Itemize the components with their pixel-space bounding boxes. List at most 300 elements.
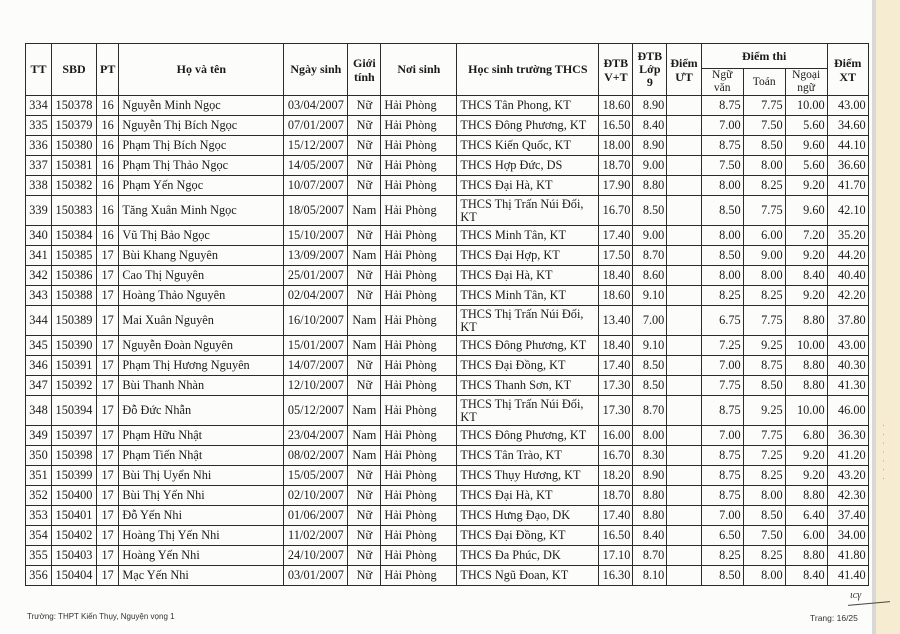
row-school: THCS Hợp Đức, DS — [457, 156, 599, 176]
row-name: Bùi Thị Yến Nhi — [119, 486, 284, 506]
row-diem-ut — [667, 156, 701, 176]
row-diem-xt: 41.20 — [827, 446, 868, 466]
header-diem-xt-line2: XT — [839, 69, 856, 84]
table-row — [26, 426, 869, 446]
row-name: Phạm Thị Bích Ngọc — [119, 136, 284, 156]
table-row — [26, 376, 869, 396]
row-tt: 336 — [26, 136, 52, 156]
row-toan: 8.00 — [743, 156, 785, 176]
row-diem-ut — [667, 176, 701, 196]
row-dob: 15/01/2007 — [284, 336, 348, 356]
row-birthplace: Hải Phòng — [381, 446, 457, 466]
row-birthplace: Hải Phòng — [381, 396, 457, 426]
row-diem-xt: 44.20 — [827, 246, 868, 266]
row-diem-xt: 34.60 — [827, 116, 868, 136]
row-dtb-lop9: 8.80 — [633, 176, 667, 196]
row-birthplace: Hải Phòng — [381, 426, 457, 446]
row-diem-ut — [667, 286, 701, 306]
table-row — [26, 96, 869, 116]
header-ngoai-ngu — [785, 69, 827, 96]
header-ngu-van — [701, 69, 743, 96]
row-gender: Nữ — [348, 176, 381, 196]
row-sbd: 150388 — [52, 286, 97, 306]
row-dtb-vt: 18.00 — [599, 136, 633, 156]
row-pt: 16 — [97, 156, 119, 176]
row-tt: 353 — [26, 506, 52, 526]
row-gender: Nam — [348, 246, 381, 266]
row-diem-xt: 37.40 — [827, 506, 868, 526]
row-school: THCS Đại Đồng, KT — [457, 356, 599, 376]
row-pt: 17 — [97, 376, 119, 396]
row-dtb-lop9: 9.10 — [633, 336, 667, 356]
header-gender-line2: tính — [354, 69, 375, 84]
row-dtb-vt: 17.40 — [599, 226, 633, 246]
row-dtb-vt: 17.90 — [599, 176, 633, 196]
row-toan: 9.00 — [743, 246, 785, 266]
row-dob: 23/04/2007 — [284, 426, 348, 446]
header-dtb-lop9-line1: ĐTB — [637, 49, 663, 63]
table-row — [26, 266, 869, 286]
row-sbd: 150381 — [52, 156, 97, 176]
row-dtb-lop9: 8.50 — [633, 376, 667, 396]
table-row — [26, 336, 869, 356]
row-pt: 17 — [97, 486, 119, 506]
header-diem-ut-line1: Điểm — [670, 55, 698, 70]
row-diem-xt: 36.30 — [827, 426, 868, 446]
row-tt: 356 — [26, 566, 52, 586]
table-row — [26, 566, 869, 586]
row-tt: 343 — [26, 286, 52, 306]
row-pt: 17 — [97, 446, 119, 466]
row-ngu-van: 8.25 — [701, 286, 743, 306]
row-tt: 342 — [26, 266, 52, 286]
row-name: Tăng Xuân Minh Ngọc — [119, 196, 284, 226]
row-ngu-van: 8.25 — [701, 546, 743, 566]
row-ngoai-ngu: 7.20 — [785, 226, 827, 246]
row-ngoai-ngu: 10.00 — [785, 336, 827, 356]
row-tt: 334 — [26, 96, 52, 116]
header-diem-xt — [827, 44, 868, 96]
row-sbd: 150391 — [52, 356, 97, 376]
row-diem-xt: 42.20 — [827, 286, 868, 306]
row-ngoai-ngu: 9.20 — [785, 176, 827, 196]
row-dtb-vt: 17.30 — [599, 376, 633, 396]
row-sbd: 150378 — [52, 96, 97, 116]
row-school: THCS Đông Phương, KT — [457, 426, 599, 446]
header-dtb-lop9-line3: 9 — [646, 75, 653, 89]
row-ngu-van: 8.00 — [701, 176, 743, 196]
row-dob: 15/05/2007 — [284, 466, 348, 486]
row-dob: 07/01/2007 — [284, 116, 348, 136]
table-row — [26, 446, 869, 466]
table-body — [26, 96, 869, 586]
footer-page-number: Trang: 16/25 — [810, 613, 858, 623]
row-dtb-vt: 13.40 — [599, 306, 633, 336]
row-gender: Nam — [348, 196, 381, 226]
row-tt: 346 — [26, 356, 52, 376]
row-birthplace: Hải Phòng — [381, 246, 457, 266]
row-diem-ut — [667, 96, 701, 116]
table-row — [26, 116, 869, 136]
row-birthplace: Hải Phòng — [381, 356, 457, 376]
row-diem-xt: 35.20 — [827, 226, 868, 246]
row-toan: 7.25 — [743, 446, 785, 466]
row-diem-ut — [667, 526, 701, 546]
row-birthplace: Hải Phòng — [381, 136, 457, 156]
row-school: THCS Đại Đồng, KT — [457, 526, 599, 546]
row-ngoai-ngu: 8.80 — [785, 376, 827, 396]
row-name: Nguyễn Đoàn Nguyên — [119, 336, 284, 356]
row-dtb-vt: 16.00 — [599, 426, 633, 446]
row-gender: Nữ — [348, 116, 381, 136]
row-sbd: 150379 — [52, 116, 97, 136]
row-name: Nguyễn Thị Bích Ngọc — [119, 116, 284, 136]
table-row — [26, 306, 869, 336]
row-name: Bùi Thị Uyển Nhi — [119, 466, 284, 486]
row-gender: Nữ — [348, 486, 381, 506]
row-sbd: 150400 — [52, 486, 97, 506]
row-name: Mai Xuân Nguyên — [119, 306, 284, 336]
row-name: Vũ Thị Bảo Ngọc — [119, 226, 284, 246]
row-dob: 14/05/2007 — [284, 156, 348, 176]
row-school: THCS Đại Hà, KT — [457, 176, 599, 196]
row-dtb-lop9: 8.70 — [633, 246, 667, 266]
row-name: Đỗ Yến Nhi — [119, 506, 284, 526]
row-ngu-van: 7.00 — [701, 116, 743, 136]
row-diem-xt: 40.30 — [827, 356, 868, 376]
row-sbd: 150389 — [52, 306, 97, 336]
row-diem-xt: 43.20 — [827, 466, 868, 486]
row-dob: 15/12/2007 — [284, 136, 348, 156]
row-ngu-van: 8.75 — [701, 136, 743, 156]
row-gender: Nữ — [348, 226, 381, 246]
table-row — [26, 136, 869, 156]
row-dtb-vt: 18.70 — [599, 156, 633, 176]
row-dob: 01/06/2007 — [284, 506, 348, 526]
row-diem-ut — [667, 486, 701, 506]
row-tt: 352 — [26, 486, 52, 506]
header-ngoai-ngu-line2: ngữ — [797, 82, 816, 94]
row-birthplace: Hải Phòng — [381, 546, 457, 566]
header-pt: PT — [97, 44, 119, 96]
row-school: THCS Đông Phương, KT — [457, 116, 599, 136]
header-dob: Ngày sinh — [284, 44, 348, 96]
row-diem-xt: 37.80 — [827, 306, 868, 336]
header-ngoai-ngu-line1: Ngoại — [792, 69, 821, 81]
row-pt: 17 — [97, 266, 119, 286]
row-birthplace: Hải Phòng — [381, 116, 457, 136]
row-ngoai-ngu: 8.40 — [785, 566, 827, 586]
row-sbd: 150394 — [52, 396, 97, 426]
row-diem-xt: 42.10 — [827, 196, 868, 226]
row-dtb-vt: 18.20 — [599, 466, 633, 486]
row-dtb-vt: 17.50 — [599, 246, 633, 266]
row-birthplace: Hải Phòng — [381, 566, 457, 586]
row-sbd: 150399 — [52, 466, 97, 486]
header-dtb-vt-line1: ĐTB — [603, 55, 629, 70]
row-school: THCS Kiến Quốc, KT — [457, 136, 599, 156]
row-gender: Nữ — [348, 466, 381, 486]
row-dtb-lop9: 8.60 — [633, 266, 667, 286]
row-toan: 8.25 — [743, 466, 785, 486]
row-name: Phạm Hữu Nhật — [119, 426, 284, 446]
row-school: THCS Thụy Hương, KT — [457, 466, 599, 486]
row-dob: 11/02/2007 — [284, 526, 348, 546]
row-dob: 08/02/2007 — [284, 446, 348, 466]
row-diem-xt: 42.30 — [827, 486, 868, 506]
row-gender: Nữ — [348, 376, 381, 396]
row-dtb-lop9: 8.40 — [633, 526, 667, 546]
row-dtb-lop9: 8.70 — [633, 546, 667, 566]
row-ngoai-ngu: 8.80 — [785, 356, 827, 376]
row-diem-xt: 43.00 — [827, 96, 868, 116]
row-name: Bùi Thanh Nhàn — [119, 376, 284, 396]
row-sbd: 150401 — [52, 506, 97, 526]
row-diem-xt: 40.40 — [827, 266, 868, 286]
row-toan: 7.50 — [743, 116, 785, 136]
header-ngu-van-line2: văn — [713, 82, 731, 94]
row-school: THCS Hưng Đạo, DK — [457, 506, 599, 526]
row-dtb-lop9: 9.10 — [633, 286, 667, 306]
row-ngoai-ngu: 9.20 — [785, 286, 827, 306]
row-toan: 8.50 — [743, 506, 785, 526]
row-dob: 14/07/2007 — [284, 356, 348, 376]
results-table — [25, 43, 869, 586]
row-sbd: 150398 — [52, 446, 97, 466]
row-ngu-van: 8.50 — [701, 246, 743, 266]
row-toan: 8.00 — [743, 266, 785, 286]
row-name: Bùi Khang Nguyên — [119, 246, 284, 266]
handwritten-initials: ɩᴄγ — [850, 590, 862, 601]
row-diem-xt: 36.60 — [827, 156, 868, 176]
header-sbd: SBD — [52, 44, 97, 96]
row-diem-ut — [667, 396, 701, 426]
row-ngoai-ngu: 8.80 — [785, 486, 827, 506]
row-dtb-lop9: 8.40 — [633, 116, 667, 136]
row-pt: 17 — [97, 356, 119, 376]
row-dob: 03/04/2007 — [284, 96, 348, 116]
row-pt: 17 — [97, 466, 119, 486]
margin-stamp-mark: · · · · · · · — [879, 422, 888, 480]
header-dtb-lop9-line2: Lớp — [639, 62, 661, 76]
row-name: Cao Thị Nguyên — [119, 266, 284, 286]
row-ngoai-ngu: 8.80 — [785, 546, 827, 566]
header-school: Học sinh trường THCS — [457, 44, 599, 96]
table-row — [26, 286, 869, 306]
row-gender: Nữ — [348, 506, 381, 526]
table-row — [26, 466, 869, 486]
row-sbd: 150397 — [52, 426, 97, 446]
row-dob: 03/01/2007 — [284, 566, 348, 586]
row-toan: 8.75 — [743, 356, 785, 376]
row-toan: 9.25 — [743, 336, 785, 356]
row-dob: 16/10/2007 — [284, 306, 348, 336]
row-gender: Nam — [348, 306, 381, 336]
row-dtb-vt: 17.40 — [599, 356, 633, 376]
row-school: THCS Thị Trấn Núi Đối, KT — [457, 196, 599, 226]
row-birthplace: Hải Phòng — [381, 376, 457, 396]
row-school: THCS Đại Hợp, KT — [457, 246, 599, 266]
row-name: Hoàng Thảo Nguyên — [119, 286, 284, 306]
row-tt: 351 — [26, 466, 52, 486]
row-toan: 8.00 — [743, 486, 785, 506]
row-diem-xt: 34.00 — [827, 526, 868, 546]
row-dtb-vt: 17.30 — [599, 396, 633, 426]
row-tt: 347 — [26, 376, 52, 396]
row-birthplace: Hải Phòng — [381, 156, 457, 176]
row-ngoai-ngu: 9.60 — [785, 136, 827, 156]
row-toan: 7.75 — [743, 96, 785, 116]
row-toan: 7.75 — [743, 306, 785, 336]
row-diem-xt: 43.00 — [827, 336, 868, 356]
table-row — [26, 226, 869, 246]
table-row — [26, 526, 869, 546]
row-gender: Nữ — [348, 156, 381, 176]
row-ngu-van: 8.50 — [701, 566, 743, 586]
row-diem-xt: 41.80 — [827, 546, 868, 566]
row-ngoai-ngu: 6.40 — [785, 506, 827, 526]
row-dtb-lop9: 8.70 — [633, 396, 667, 426]
row-gender: Nữ — [348, 266, 381, 286]
row-ngu-van: 8.75 — [701, 486, 743, 506]
row-ngu-van: 7.75 — [701, 376, 743, 396]
row-dob: 05/12/2007 — [284, 396, 348, 426]
row-dtb-lop9: 9.00 — [633, 156, 667, 176]
row-dob: 25/01/2007 — [284, 266, 348, 286]
row-ngoai-ngu: 6.80 — [785, 426, 827, 446]
row-dtb-lop9: 7.00 — [633, 306, 667, 336]
row-tt: 355 — [26, 546, 52, 566]
row-name: Mạc Yến Nhi — [119, 566, 284, 586]
row-birthplace: Hải Phòng — [381, 336, 457, 356]
row-tt: 338 — [26, 176, 52, 196]
row-sbd: 150384 — [52, 226, 97, 246]
row-diem-xt: 44.10 — [827, 136, 868, 156]
row-diem-ut — [667, 226, 701, 246]
row-diem-xt: 41.40 — [827, 566, 868, 586]
row-toan: 7.75 — [743, 426, 785, 446]
row-tt: 341 — [26, 246, 52, 266]
table-row — [26, 356, 869, 376]
header-dtb-lop9 — [633, 44, 667, 96]
row-dtb-vt: 18.40 — [599, 336, 633, 356]
table-row — [26, 176, 869, 196]
row-diem-ut — [667, 246, 701, 266]
row-ngu-van: 7.00 — [701, 426, 743, 446]
row-pt: 17 — [97, 286, 119, 306]
row-ngu-van: 8.00 — [701, 226, 743, 246]
row-gender: Nam — [348, 446, 381, 466]
row-school: THCS Minh Tân, KT — [457, 226, 599, 246]
row-toan: 6.00 — [743, 226, 785, 246]
row-pt: 16 — [97, 196, 119, 226]
row-tt: 354 — [26, 526, 52, 546]
row-dtb-vt: 17.40 — [599, 506, 633, 526]
row-diem-ut — [667, 426, 701, 446]
row-tt: 348 — [26, 396, 52, 426]
row-toan: 7.50 — [743, 526, 785, 546]
row-school: THCS Đại Hà, KT — [457, 266, 599, 286]
row-sbd: 150380 — [52, 136, 97, 156]
row-sbd: 150386 — [52, 266, 97, 286]
row-sbd: 150382 — [52, 176, 97, 196]
row-name: Nguyễn Minh Ngọc — [119, 96, 284, 116]
header-name: Họ và tên — [119, 44, 284, 96]
row-diem-ut — [667, 136, 701, 156]
row-dob: 02/04/2007 — [284, 286, 348, 306]
row-tt: 335 — [26, 116, 52, 136]
row-birthplace: Hải Phòng — [381, 486, 457, 506]
row-ngu-van: 7.00 — [701, 506, 743, 526]
row-dtb-lop9: 8.30 — [633, 446, 667, 466]
row-dtb-lop9: 8.80 — [633, 506, 667, 526]
row-name: Phạm Yến Ngọc — [119, 176, 284, 196]
row-diem-xt: 41.30 — [827, 376, 868, 396]
row-dob: 18/05/2007 — [284, 196, 348, 226]
row-dtb-lop9: 8.50 — [633, 356, 667, 376]
row-dob: 13/09/2007 — [284, 246, 348, 266]
row-dtb-vt: 17.10 — [599, 546, 633, 566]
header-toan: Toán — [743, 69, 785, 96]
header-dtb-vt — [599, 44, 633, 96]
row-school: THCS Thị Trấn Núi Đối, KT — [457, 396, 599, 426]
row-tt: 349 — [26, 426, 52, 446]
row-dtb-lop9: 8.50 — [633, 196, 667, 226]
row-ngoai-ngu: 5.60 — [785, 156, 827, 176]
row-school: THCS Minh Tân, KT — [457, 286, 599, 306]
row-birthplace: Hải Phòng — [381, 526, 457, 546]
row-pt: 17 — [97, 396, 119, 426]
row-name: Hoàng Yến Nhi — [119, 546, 284, 566]
row-gender: Nữ — [348, 96, 381, 116]
row-name: Phạm Tiến Nhật — [119, 446, 284, 466]
row-dtb-vt: 18.60 — [599, 96, 633, 116]
row-dtb-lop9: 8.80 — [633, 486, 667, 506]
row-dtb-lop9: 8.10 — [633, 566, 667, 586]
row-school: THCS Đa Phúc, DK — [457, 546, 599, 566]
row-pt: 16 — [97, 226, 119, 246]
row-pt: 16 — [97, 96, 119, 116]
row-pt: 16 — [97, 176, 119, 196]
table-row — [26, 486, 869, 506]
row-dob: 15/10/2007 — [284, 226, 348, 246]
row-ngoai-ngu: 9.60 — [785, 196, 827, 226]
row-ngu-van: 8.00 — [701, 266, 743, 286]
row-birthplace: Hải Phòng — [381, 466, 457, 486]
row-birthplace: Hải Phòng — [381, 266, 457, 286]
row-gender: Nữ — [348, 566, 381, 586]
row-gender: Nữ — [348, 356, 381, 376]
row-dtb-lop9: 8.00 — [633, 426, 667, 446]
row-toan: 9.25 — [743, 396, 785, 426]
header-ngu-van-line1: Ngữ — [712, 69, 733, 81]
row-diem-ut — [667, 266, 701, 286]
row-diem-ut — [667, 116, 701, 136]
header-tt: TT — [26, 44, 52, 96]
row-toan: 8.25 — [743, 286, 785, 306]
row-pt: 17 — [97, 506, 119, 526]
row-ngoai-ngu: 10.00 — [785, 96, 827, 116]
row-ngoai-ngu: 8.40 — [785, 266, 827, 286]
row-dtb-vt: 18.40 — [599, 266, 633, 286]
row-diem-ut — [667, 376, 701, 396]
row-name: Phạm Thị Hương Nguyên — [119, 356, 284, 376]
row-school: THCS Thị Trấn Núi Đối, KT — [457, 306, 599, 336]
row-school: THCS Đại Hà, KT — [457, 486, 599, 506]
row-dob: 12/10/2007 — [284, 376, 348, 396]
row-diem-xt: 46.00 — [827, 396, 868, 426]
row-diem-ut — [667, 446, 701, 466]
